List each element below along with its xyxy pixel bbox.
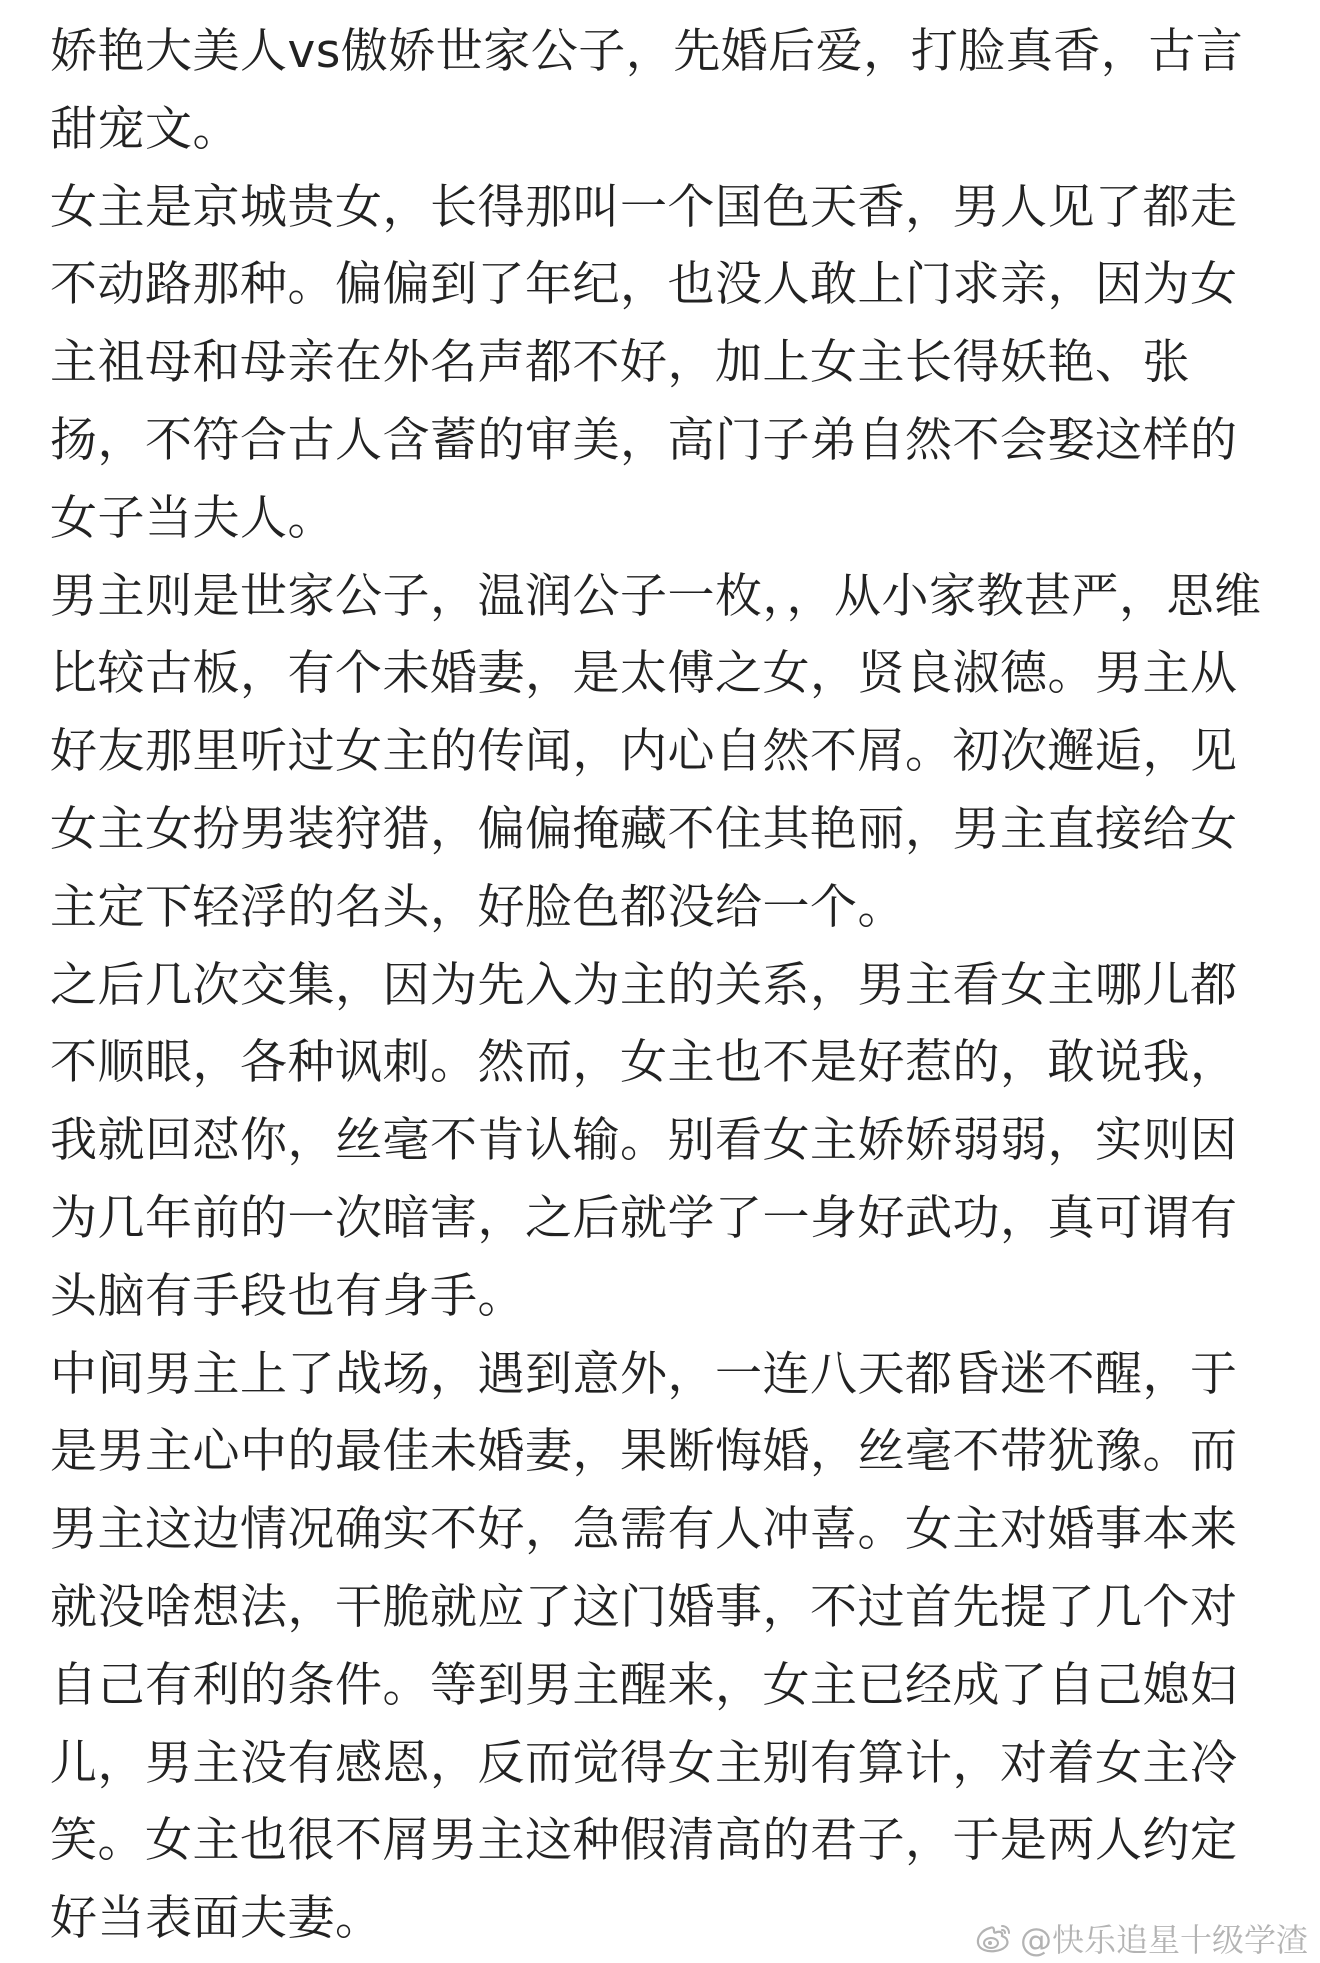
text-line: 女子当夫人。 xyxy=(50,490,335,546)
paragraph xyxy=(50,1336,1312,1958)
text-line: 男主这边情况确实不好，急需有人冲喜。女主对婚事本来 xyxy=(50,1502,1238,1558)
text-line: 头脑有手段也有身手。 xyxy=(50,1268,525,1324)
text-line: 之后几次交集，因为先入为主的关系，男主看女主哪儿都 xyxy=(50,957,1238,1013)
text-line: 为几年前的一次暗害，之后就学了一身好武功，真可谓有 xyxy=(50,1190,1238,1246)
text-line: 笑。女主也很不屑男主这种假清高的君子，于是两人约定 xyxy=(50,1813,1238,1869)
paragraph xyxy=(50,947,1312,1336)
text-line: 扬，不符合古人含蓄的审美，高门子弟自然不会娶这样的 xyxy=(50,412,1238,468)
weibo-logo-icon xyxy=(974,1922,1014,1954)
paragraph xyxy=(50,13,1312,169)
text-line: 比较古板，有个未婚妻，是太傅之女，贤良淑德。男主从 xyxy=(50,646,1238,702)
watermark xyxy=(974,1915,1308,1961)
text-line: 主定下轻浮的名头，好脸色都没给一个。 xyxy=(50,879,905,935)
text-line: 是男主心中的最佳未婚妻，果断悔婚，丝毫不带犹豫。而 xyxy=(50,1424,1238,1480)
text-line: 主祖母和母亲在外名声都不好，加上女主长得妖艳、张 xyxy=(50,335,1190,391)
text-line: 就没啥想法，干脆就应了这门婚事，不过首先提了几个对 xyxy=(50,1579,1238,1635)
paragraph xyxy=(50,169,1312,558)
text-line: 不动路那种。偏偏到了年纪，也没人敢上门求亲，因为女 xyxy=(50,257,1238,313)
watermark-handle: @快乐追星十级学渣 xyxy=(1019,1921,1308,1959)
text-line: 好当表面夫妻。 xyxy=(50,1891,383,1947)
text-line: 娇艳大美人vs傲娇世家公子，先婚后爱，打脸真香，古言 xyxy=(50,24,1244,79)
text-line: 男主则是世家公子，温润公子一枚，，从小家教甚严，思维 xyxy=(50,568,1262,624)
text-line: 好友那里听过女主的传闻，内心自然不屑。初次邂逅，见 xyxy=(50,724,1238,780)
paragraph xyxy=(50,558,1312,947)
text-line: 不顺眼，各种讽刺。然而，女主也不是好惹的，敢说我， xyxy=(50,1035,1238,1091)
text-line: 女主是京城贵女，长得那叫一个国色天香，男人见了都走 xyxy=(50,179,1238,235)
text-line: 女主女扮男装狩猎，偏偏掩藏不住其艳丽，男主直接给女 xyxy=(50,801,1238,857)
text-line: 儿，男主没有感恩，反而觉得女主别有算计，对着女主冷 xyxy=(50,1735,1238,1791)
text-line: 自己有利的条件。等到男主醒来，女主已经成了自己媳妇 xyxy=(50,1657,1238,1713)
post-text xyxy=(50,13,1312,1958)
text-line: 中间男主上了战场，遇到意外，一连八天都昏迷不醒，于 xyxy=(50,1346,1238,1402)
text-line: 甜宠文。 xyxy=(50,101,240,157)
text-line: 我就回怼你，丝毫不肯认输。别看女主娇娇弱弱，实则因 xyxy=(50,1113,1238,1169)
